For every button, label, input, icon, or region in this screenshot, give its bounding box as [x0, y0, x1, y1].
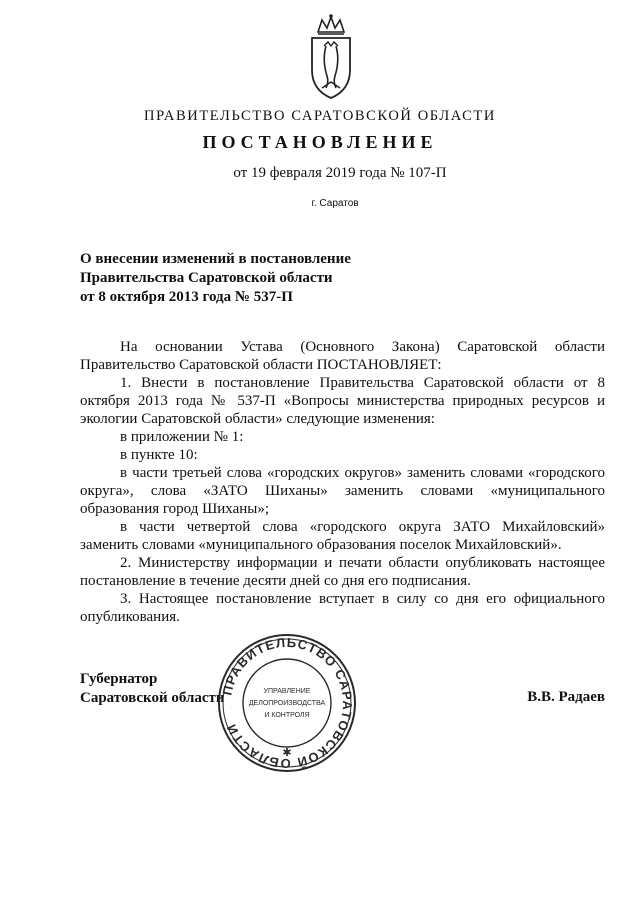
- signatory-position: [80, 670, 225, 708]
- title-line: О внесении изменений в постановление: [80, 251, 351, 267]
- document-date-number: от 19 февраля 2019 года № 107-П: [233, 165, 447, 181]
- stamp-inner-text: И КОНТРОЛЯ: [264, 712, 310, 719]
- star-icon: ✱: [282, 746, 292, 759]
- stamp-inner-text: УПРАВЛЕНИЕ: [263, 688, 311, 695]
- title-line: Правительства Саратовской области: [80, 270, 333, 286]
- body-paragraph: 1. Внести в постановление Правительства Саратовской области от 8 октября 2013 года № 537-П «Вопросы министерства природных ресурсов и экологии Саратовской области» следующие изменения:: [80, 375, 605, 427]
- body-paragraph: На основании Устава (Основного Закона) Саратовской области Правительство Саратовской области ПОСТАНОВЛЯЕТ:: [80, 339, 605, 373]
- body-paragraph: в пункте 10:: [120, 447, 198, 463]
- document-title: [80, 250, 351, 307]
- document-city: г. Саратов: [311, 198, 359, 209]
- official-stamp: [216, 632, 358, 774]
- body-paragraph: в приложении № 1:: [120, 429, 244, 445]
- body-paragraph: 3. Настоящее постановление вступает в силу со дня его официального опубликования.: [80, 591, 605, 625]
- signatory-name: В.В. Радаев: [527, 689, 605, 705]
- government-name: ПРАВИТЕЛЬСТВО САРАТОВСКОЙ ОБЛАСТИ: [144, 108, 496, 124]
- body-paragraph: в части третьей слова «городских округов» заменить словами «городского округа», слова «ЗАТО Шиханы» заменить словами «муниципального образования город Шиханы»;: [80, 465, 605, 517]
- stamp-ring-text: ПРАВИТЕЛЬСТВО САРАТОВСКОЙ ОБЛАСТИ: [219, 634, 356, 772]
- signatory-position-line: Губернатор: [80, 671, 158, 687]
- document-type: ПОСТАНОВЛЕНИЕ: [202, 132, 438, 152]
- stamp-inner-text: ДЕЛОПРОИЗВОДСТВА: [248, 700, 326, 707]
- body-paragraph: в части четвертой слова «городского округа ЗАТО Михайловский» заменить словами «муниципального образования поселок Михайловский».: [80, 519, 605, 553]
- title-line: от 8 октября 2013 года № 537-П: [80, 289, 293, 305]
- document-body: [80, 338, 605, 626]
- coat-of-arms-icon: [300, 12, 362, 102]
- body-paragraph: 2. Министерству информации и печати области опубликовать настоящее постановление в течение десяти дней со дня его подписания.: [80, 555, 605, 589]
- signatory-position-line: Саратовской области: [80, 690, 225, 706]
